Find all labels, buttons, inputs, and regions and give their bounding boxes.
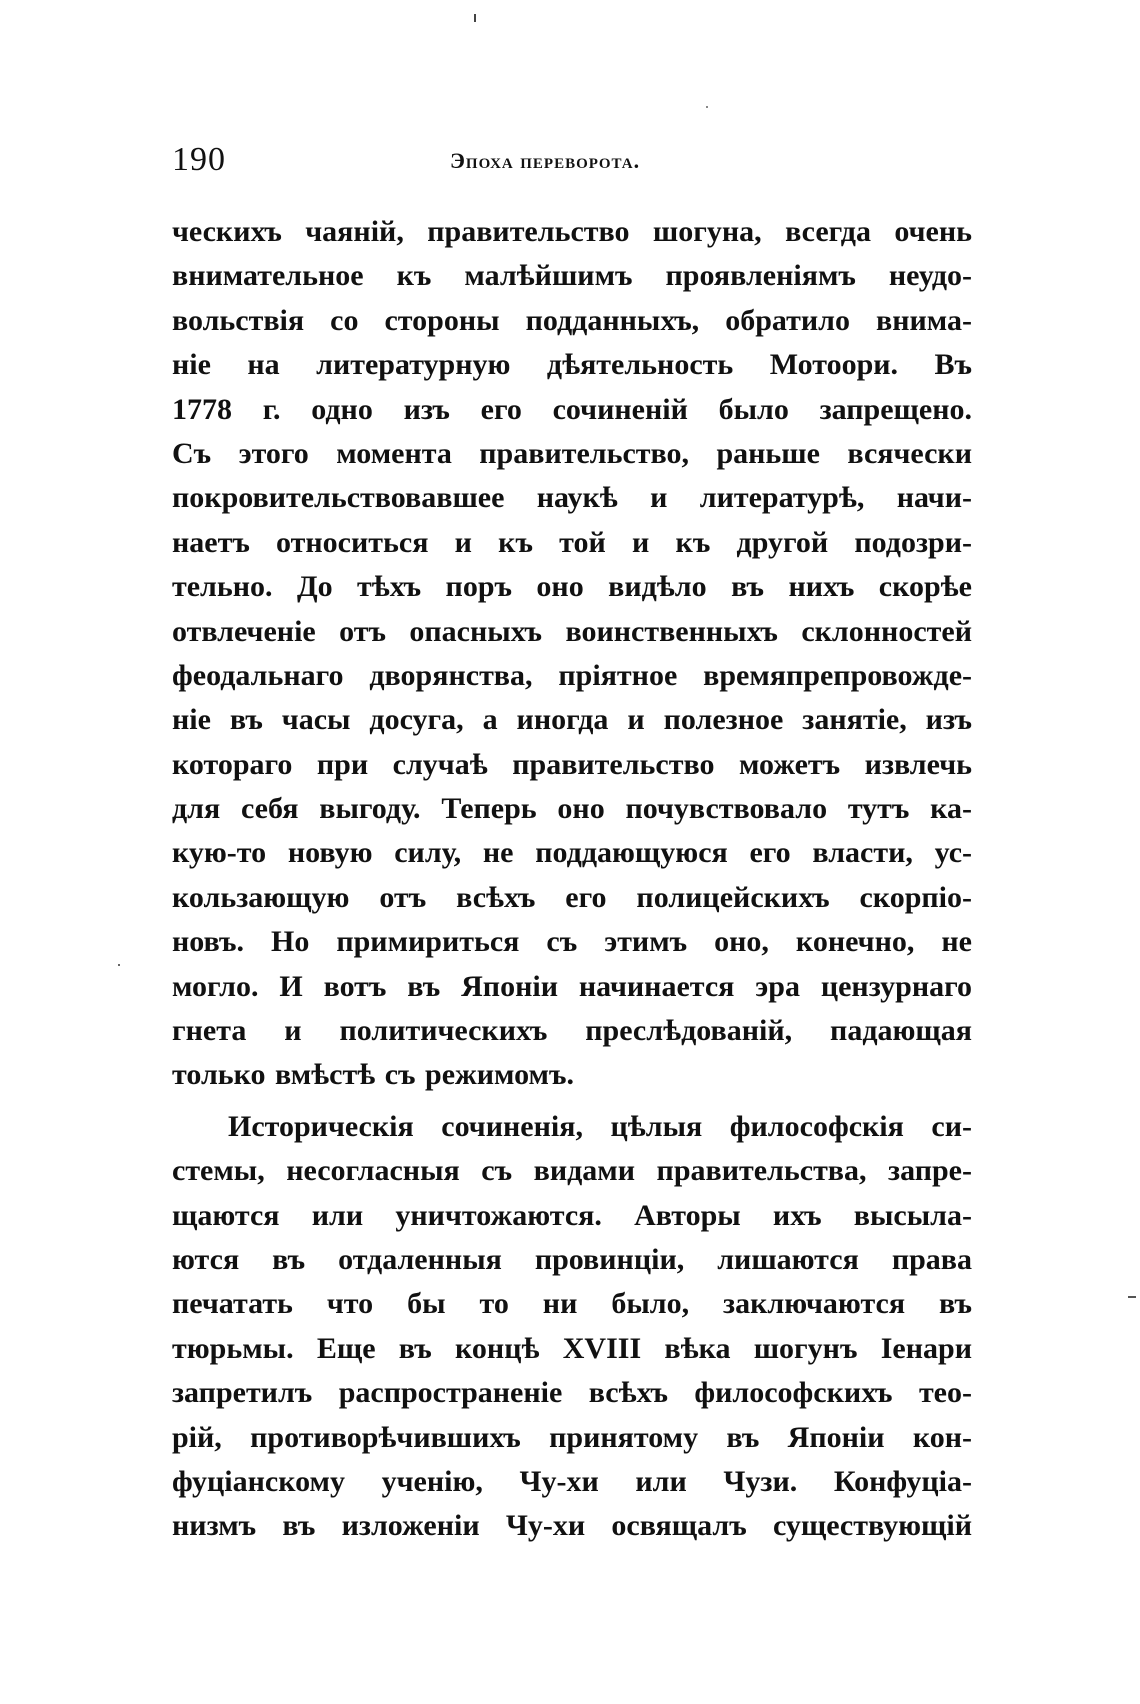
text-line: низмъ въ изложеніи Чу-хи освящалъ существующій [172, 1509, 972, 1543]
running-title: Эпоха переворота. [450, 148, 641, 173]
text-line: ніе въ часы досуга, а иногда и полезное занятіе, изъ [172, 703, 972, 737]
paragraph [172, 1105, 972, 1549]
text-line: внимательное къ малѣйшимъ проявленіямъ неудо- [172, 259, 972, 293]
text-line: щаются или уничтожаются. Авторы ихъ высыла- [172, 1198, 972, 1232]
body-text [172, 210, 972, 1549]
text-line: могло. И вотъ въ Японіи начинается эра цензурнаго [172, 969, 972, 1003]
ink-speck [1128, 1296, 1136, 1298]
text-line: Съ этого момента правительство, раньше всячески [172, 436, 972, 470]
text-line: тюрьмы. Еще въ концѣ XVIII вѣка шогунъ Іенари [172, 1331, 972, 1365]
text-line: котораго при случаѣ правительство можетъ извлечь [172, 747, 972, 781]
paragraph-gap [172, 1098, 972, 1105]
text-line: Историческія сочиненія, цѣлыя философскія си- [228, 1109, 972, 1143]
ink-speck [474, 14, 476, 22]
text-line: 1778 г. одно изъ его сочиненій было запрещено. [172, 392, 972, 426]
text-line: печатать что бы то ни было, заключаются въ [172, 1287, 972, 1321]
text-line: тельно. До тѣхъ поръ оно видѣло въ нихъ скорѣе [172, 570, 972, 604]
text-line: новъ. Но примириться съ этимъ оно, конечно, не [172, 925, 972, 959]
text-line: наетъ относиться и къ той и къ другой подозри- [172, 525, 972, 559]
text-line: рій, противорѣчившихъ принятому въ Японіи кон- [172, 1420, 972, 1454]
text-line: стемы, несогласныя съ видами правительства, запре- [172, 1154, 972, 1188]
text-line: фуціанскому ученію, Чу-хи или Чузи. Конфуціа- [172, 1464, 972, 1498]
ink-speck [118, 964, 120, 966]
page-number: 190 [172, 141, 226, 178]
text-line: ніе на литературную дѣятельность Мотоори. Въ [172, 348, 972, 382]
text-line: запретилъ распространеніе всѣхъ философскихъ тео- [172, 1376, 972, 1410]
text-line: покровительствовавшее наукѣ и литературѣ, начи- [172, 481, 972, 515]
text-line: феодальнаго дворянства, пріятное времяпрепровожде- [172, 658, 972, 692]
text-line: ческихъ чаяній, правительство шогуна, всегда очень [172, 215, 972, 248]
text-line: кую-то новую силу, не поддающуюся его власти, ус- [172, 836, 972, 870]
text-line: кользающую отъ всѣхъ его полицейскихъ скорпіо- [172, 880, 972, 914]
text-line: гнета и политическихъ преслѣдованій, падающая [172, 1014, 972, 1048]
text-line: для себя выгоду. Теперь оно почувствовало тутъ ка- [172, 792, 972, 826]
text-line: вольствія со стороны подданныхъ, обратило внима- [172, 303, 972, 337]
page-header [172, 138, 972, 188]
ink-speck [706, 106, 708, 108]
text-line: ются въ отдаленныя провинціи, лишаются права [172, 1242, 972, 1276]
text-line: только вмѣстѣ съ режимомъ. [172, 1058, 574, 1092]
paragraph [172, 210, 972, 1098]
text-line: отвлеченіе отъ опасныхъ воинственныхъ склонностей [172, 614, 972, 648]
